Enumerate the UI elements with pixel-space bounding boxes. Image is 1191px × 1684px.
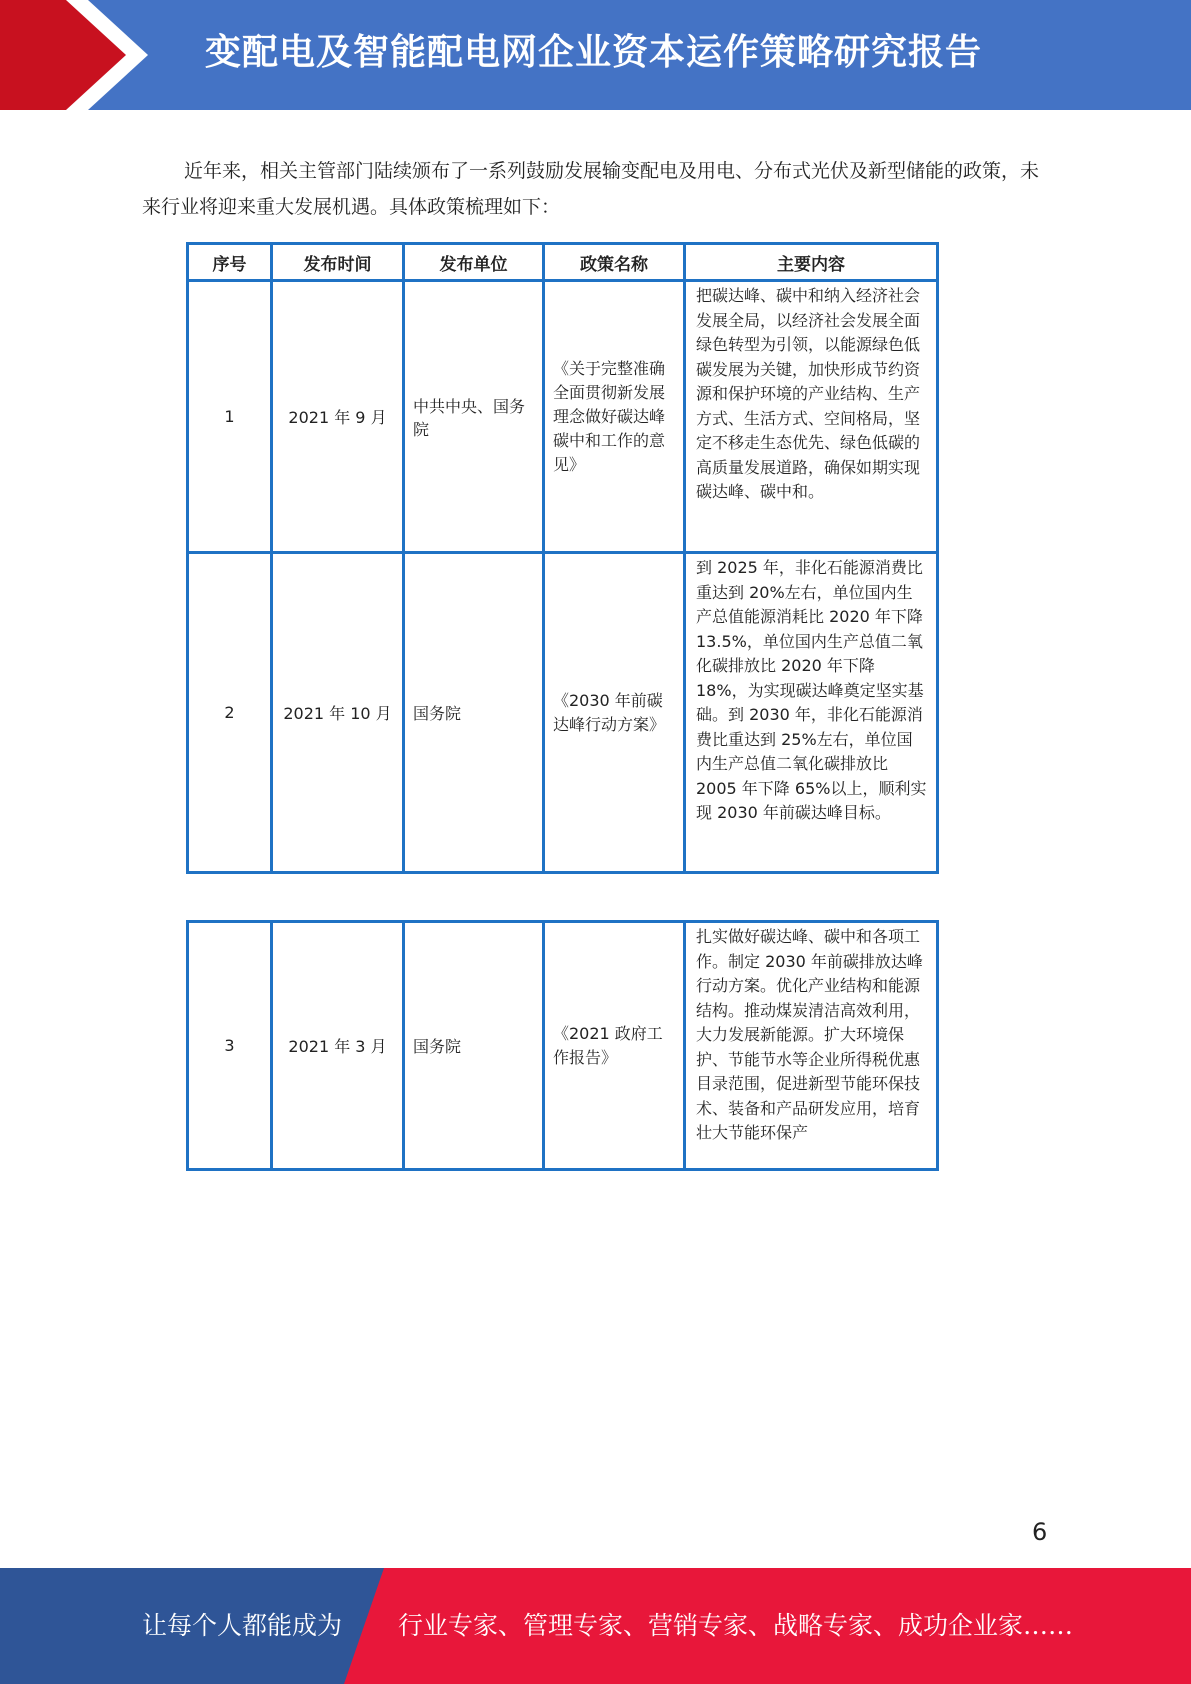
table-row (188, 281, 938, 553)
intro-paragraph: 近年来，相关主管部门陆续颁布了一系列鼓励发展输变配电及用电、分布式光伏及新型储能的政策，未来行业将迎来重大发展机遇。具体政策梳理如下： (142, 160, 1040, 218)
header-cell-content: 主要内容 (685, 244, 938, 281)
header-cell-policy: 政策名称 (544, 244, 685, 281)
row-issuer: 国务院 (404, 553, 544, 873)
header-cell-issuer: 发布单位 (404, 244, 544, 281)
table-header-row (188, 244, 938, 281)
row-no: 1 (188, 281, 272, 553)
row-date: 2021 年 3 月 (272, 922, 404, 1170)
row-date: 2021 年 10 月 (272, 553, 404, 873)
footer-slogan-right: 行业专家、管理专家、营销专家、战略专家、成功企业家…… (398, 1611, 1074, 1640)
row-policy: 《关于完整准确全面贯彻新发展理念做好碳达峰碳中和工作的意见》 (544, 281, 685, 553)
row-no: 2 (188, 553, 272, 873)
table-row (188, 922, 938, 1170)
header-cell-no: 序号 (188, 244, 272, 281)
row-content: 扎实做好碳达峰、碳中和各项工作。制定 2030 年前碳排放达峰行动方案。优化产业结构和能源结构。推动煤炭清洁高效利用，大力发展新能源。扩大环境保护、节能节水等企业所得税优惠目录范围，促进新型节能环保技术、装备和产品研发应用，培育壮大节能环保产 (685, 922, 938, 1170)
row-no: 3 (188, 922, 272, 1170)
header-chevron-shape (0, 0, 200, 110)
page-footer (0, 1568, 1191, 1684)
row-policy: 《2030 年前碳达峰行动方案》 (544, 553, 685, 873)
policy-table (186, 242, 939, 874)
table-row (188, 553, 938, 873)
row-content: 把碳达峰、碳中和纳入经济社会发展全局，以经济社会发展全面绿色转型为引领，以能源绿色低碳发展为关键，加快形成节约资源和保护环境的产业结构、生产方式、生活方式、空间格局，坚定不移走生态优先、绿色低碳的高质量发展道路，确保如期实现碳达峰、碳中和。 (685, 281, 938, 553)
row-policy: 《2021 政府工作报告》 (544, 922, 685, 1170)
row-date: 2021 年 9 月 (272, 281, 404, 553)
page-header (0, 0, 1191, 110)
row-issuer: 中共中央、国务院 (404, 281, 544, 553)
report-title: 变配电及智能配电网企业资本运作策略研究报告 (205, 32, 983, 73)
footer-slogan-left: 让每个人都能成为 (142, 1611, 343, 1640)
policy-table-continued (186, 920, 939, 1171)
header-cell-date: 发布时间 (272, 244, 404, 281)
row-content: 到 2025 年，非化石能源消费比重达到 20%左右，单位国内生产总值能源消耗比 2020 年下降 13.5%，单位国内生产总值二氧化碳排放比 2020 年下降 18%，为实现碳达峰奠定坚实基础。到 2030 年，非化石能源消费比重达到 25%左右，单位国内生产总值二氧化碳排放比 2005 年下降 65%以上，顺利实现 2030 年前碳达峰目标。 (685, 553, 938, 873)
page-number: 6 (1032, 1518, 1048, 1546)
row-issuer: 国务院 (404, 922, 544, 1170)
